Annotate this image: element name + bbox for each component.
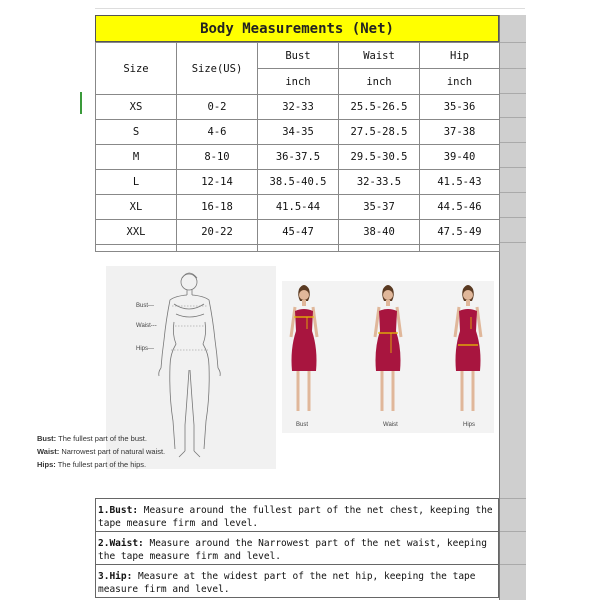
table-cell: 35-37 — [339, 195, 420, 220]
spacer-cell — [96, 245, 177, 252]
bust-line-label: Bust--- — [136, 303, 154, 309]
row-indicator — [80, 92, 82, 114]
table-row — [96, 145, 500, 170]
table-cell: 37-38 — [420, 120, 500, 145]
dress-figure — [455, 285, 481, 411]
table-cell: 38-40 — [339, 220, 420, 245]
dress-figures-icon — [282, 281, 494, 433]
hips-line-label: Hips--- — [136, 346, 154, 352]
dress-caption-waist: Waist — [383, 422, 398, 428]
table-cell: 45-47 — [258, 220, 339, 245]
table-row — [96, 95, 500, 120]
legend-hips: Hips: The fullest part of the hips. — [37, 460, 147, 469]
spacer-cell — [420, 245, 500, 252]
dress-figure — [375, 285, 401, 411]
table-cell: 41.5-44 — [258, 195, 339, 220]
size-cell: XS — [96, 95, 177, 120]
table-cell: 47.5-49 — [420, 220, 500, 245]
top-rule — [95, 8, 525, 9]
table-cell: 39-40 — [420, 145, 500, 170]
legend-waist: Waist: Narrowest part of natural waist. — [37, 447, 166, 456]
table-cell: 29.5-30.5 — [339, 145, 420, 170]
size-cell: XXL — [96, 220, 177, 245]
table-cell: 12-14 — [177, 170, 258, 195]
waist-line-label: Waist--- — [136, 323, 157, 329]
table-row — [96, 120, 500, 145]
size-cell: S — [96, 120, 177, 145]
dress-measuring-photos — [282, 281, 494, 433]
table-cell: 0-2 — [177, 95, 258, 120]
size-table — [95, 42, 500, 252]
note-bust: 1.Bust: Measure around the fullest part of the net chest, keeping the tape measure firm and level. — [95, 498, 499, 531]
note-hip: 3.Hip: Measure at the widest part of the net hip, keeping the tape measure firm and level. — [95, 564, 499, 598]
measuring-instructions — [95, 498, 499, 598]
note-waist: 2.Waist: Measure around the Narrowest part of the net waist, keeping the tape measure firm and level. — [95, 531, 499, 564]
table-row — [96, 220, 500, 245]
table-cell: 16-18 — [177, 195, 258, 220]
table-cell: 35-36 — [420, 95, 500, 120]
header-bust-unit: inch — [258, 69, 339, 95]
table-row — [96, 195, 500, 220]
table-cell: 32-33.5 — [339, 170, 420, 195]
size-cell: M — [96, 145, 177, 170]
table-cell: 44.5-46 — [420, 195, 500, 220]
table-cell: 38.5-40.5 — [258, 170, 339, 195]
spacer-cell — [177, 245, 258, 252]
chart-title: Body Measurements (Net) — [95, 15, 499, 42]
dress-figure — [291, 285, 317, 411]
table-cell: 20-22 — [177, 220, 258, 245]
measurement-legend — [37, 432, 165, 471]
table-cell: 4-6 — [177, 120, 258, 145]
spacer-cell — [258, 245, 339, 252]
table-cell: 36-37.5 — [258, 145, 339, 170]
header-waist-unit: inch — [339, 69, 420, 95]
header-size-us: Size(US) — [177, 43, 258, 95]
table-cell: 25.5-26.5 — [339, 95, 420, 120]
table-cell: 8-10 — [177, 145, 258, 170]
table-cell: 41.5-43 — [420, 170, 500, 195]
right-scroll-strip — [499, 15, 526, 600]
legend-bust: Bust: The fullest part of the bust. — [37, 434, 147, 443]
header-hip-unit: inch — [420, 69, 500, 95]
size-cell: L — [96, 170, 177, 195]
table-cell: 34-35 — [258, 120, 339, 145]
table-cell: 27.5-28.5 — [339, 120, 420, 145]
spacer-cell — [339, 245, 420, 252]
header-hip: Hip — [420, 43, 500, 69]
dress-caption-bust: Bust — [296, 422, 309, 428]
header-size: Size — [96, 43, 177, 95]
header-waist: Waist — [339, 43, 420, 69]
table-row — [96, 170, 500, 195]
table-cell: 32-33 — [258, 95, 339, 120]
size-cell: XL — [96, 195, 177, 220]
dress-caption-hips: Hips — [463, 422, 476, 428]
header-bust: Bust — [258, 43, 339, 69]
